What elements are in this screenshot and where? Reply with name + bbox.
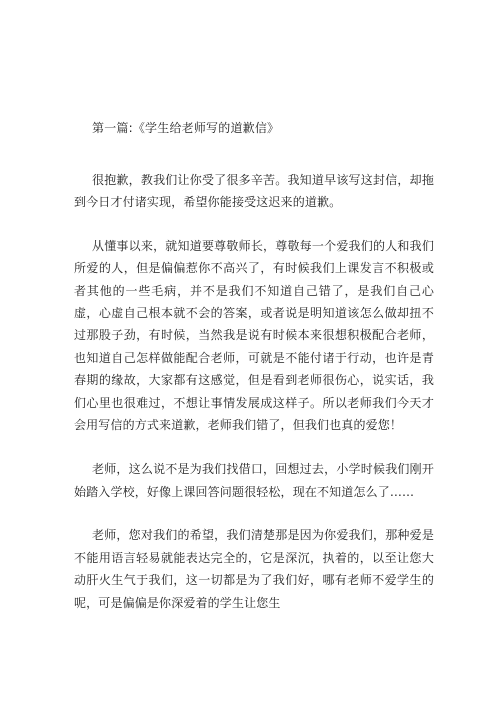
document-title: 第一篇:《学生给老师写的道歉信》	[92, 121, 280, 135]
paragraph-teacher-hopes: 老师，您对我们的希望，我们清楚那是因为你爱我们，那种爱是不能用语言轻易就能表达完全的，它是深沉，执着的，以至让您大动肝火生气于我们，这一切都是为了我们好，哪有老师不爱学生的呢，可是偏偏是你深爱着的学生让您生	[74, 528, 434, 610]
paragraph-looking-back: 老师，这么说不是为我们找借口，回想过去，小学时候我们刚开始踏入学校，好像上课回答问题很轻松，现在不知道怎么了……	[74, 462, 434, 499]
paragraph-apology: 很抱歉，教我们让你受了很多辛苦。我知道早该写这封信，却拖到今日才付诸实现，希望你能接受这迟来的道歉。	[74, 173, 434, 210]
paragraph-respect-teachers: 从懂事以来，就知道要尊敬师长，尊敬每一个爱我们的人和我们所爱的人，但是偏偏惹你不高兴了，有时候我们上课发言不积极或者其他的一些毛病，并不是我们不知道自己错了，是我们自己心虚，心虚自己根本就不会的答案，或者说是明知道该怎么做却扭不过那股子劲，有时候，当然我是说有时候本来很想积极配合老师，也知道自己怎样做能配合老师，可就是不能付诸于行动，也许是青春期的缘故，大家都有这感觉，但是看到老师很伤心，说实话，我们心里也很难过，不想让事情发展成这样子。所以老师我们今天才会用写信的方式来道歉，老师我们错了，但我们也真的爱您！	[74, 238, 434, 433]
